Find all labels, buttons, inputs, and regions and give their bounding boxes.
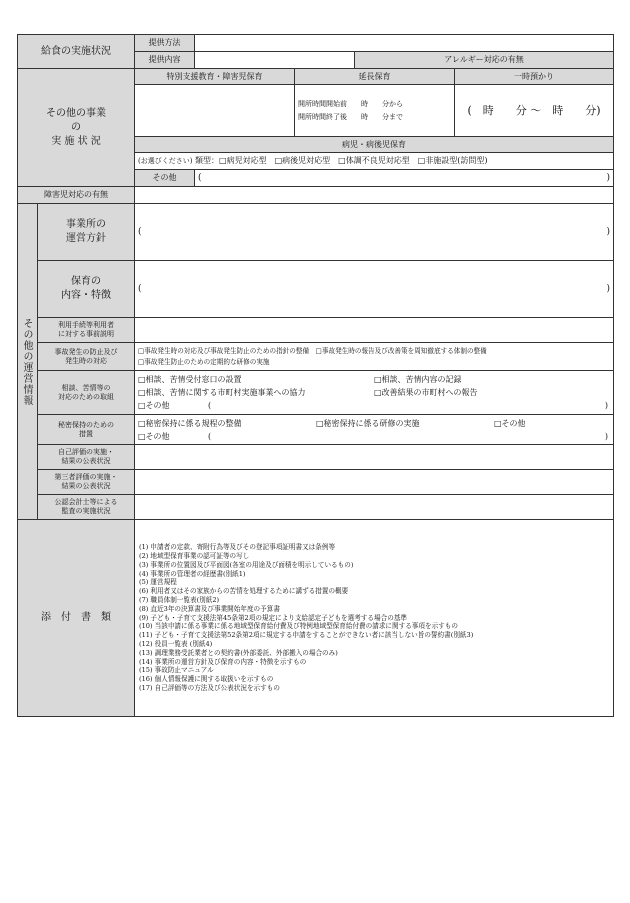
policy-label-line2: 運営方針 xyxy=(66,233,106,244)
other-label-line3: 実 施 状 況 xyxy=(51,135,101,147)
self-eval-line1: 自己評価の実施・ xyxy=(58,448,114,456)
policy-label xyxy=(38,204,135,261)
care-label-line1: 保育の xyxy=(71,276,101,287)
audit-line2: 監査の実施状況 xyxy=(61,507,111,515)
temporary-care-time[interactable]: ( 時 分 ～ 時 分) xyxy=(455,85,614,137)
policy-field[interactable] xyxy=(135,204,614,261)
self-eval-line2: 結果の公表状況 xyxy=(61,457,111,465)
meal-method-field[interactable] xyxy=(195,35,614,52)
special-support-label: 特別支援教育・障害児保育 xyxy=(135,69,295,85)
attachment-item: (16) 個人情報保護に関する取扱いを示すもの xyxy=(139,675,274,684)
secret-label xyxy=(38,415,135,445)
open-paren: ( xyxy=(138,227,142,237)
third-eval-line1: 第三者評価の実施・ xyxy=(54,473,118,481)
contract-label-line2: に対する事前説明 xyxy=(58,330,114,338)
attachment-item: (8) 直近3年の決算書及び事業開始年度の予算書 xyxy=(139,604,280,613)
ops-side-text: その他の運営情報 xyxy=(21,317,32,406)
attachment-item: (13) 調理業務受託業者との契約書(外部委託、外部搬入の場合のみ) xyxy=(139,648,338,657)
close-paren: ) xyxy=(606,173,610,183)
close-paren: ) xyxy=(606,284,610,294)
attachment-item: (12) 役員一覧表 (別紙4) xyxy=(139,639,213,648)
extended-care-label: 延長保育 xyxy=(295,69,455,85)
accident-check-1[interactable]: □事故発生時の対応及び事故発生防止のための指針の整備 xyxy=(138,346,310,355)
audit-field[interactable] xyxy=(135,495,614,520)
policy-label-line1: 事業所の xyxy=(66,219,106,230)
attachment-item: (11) 子ども・子育て支援法第52条第2項に規定する申請をすることができない者に該当しない旨の誓約書(別紙3) xyxy=(139,631,474,640)
sick-child-type: 類型：□病児対応型 □病後児対応型 □体調不良児対応型 □非施設型(訪問型) xyxy=(195,156,488,165)
complaint-label-line1: 相談、苦情等の xyxy=(61,383,111,392)
open-paren: ( xyxy=(208,431,212,441)
temporary-care-label: 一時預かり xyxy=(455,69,614,85)
other-other-label: その他 xyxy=(135,170,195,187)
accident-check-3[interactable]: □事故発生防止のための定期的な研修の実施 xyxy=(138,357,270,366)
application-form xyxy=(17,34,613,717)
care-content-label xyxy=(38,261,135,318)
complaint-check-2[interactable]: □相談、苦情内容の記録 xyxy=(374,375,462,384)
secret-check-2[interactable]: □秘密保持に係る研修の実施 xyxy=(316,418,420,428)
open-paren: ( xyxy=(208,401,212,410)
close-paren: ) xyxy=(604,431,608,441)
sick-child-type-row[interactable] xyxy=(135,153,614,170)
self-eval-field[interactable] xyxy=(135,445,614,470)
attachment-item: (2) 地域型保育事業の認可証等の写し xyxy=(139,552,250,561)
sick-child-label: 病児・病後児保育 xyxy=(135,137,614,153)
accident-label xyxy=(38,343,135,371)
accident-label-line1: 事故発生の防止及び xyxy=(54,347,118,356)
close-paren: ) xyxy=(604,401,608,410)
accident-field[interactable] xyxy=(135,343,614,371)
self-eval-label xyxy=(38,445,135,470)
attachment-item: (15) 事故防止マニュアル xyxy=(139,666,214,675)
disabled-child-label: 障害児対応の有無 xyxy=(18,187,135,204)
meal-method-label: 提供方法 xyxy=(135,35,195,52)
meal-label: 給食の実施状況 xyxy=(18,35,135,69)
open-paren: ( xyxy=(138,284,142,294)
secret-check-1[interactable]: □秘密保持に係る規程の整備 xyxy=(138,418,242,428)
secret-field[interactable] xyxy=(135,415,614,445)
disabled-child-field[interactable] xyxy=(135,187,614,204)
other-label-line2: の xyxy=(71,121,81,133)
complaint-label xyxy=(38,371,135,415)
secret-check-3[interactable]: □その他 xyxy=(494,418,526,428)
attachment-item: (4) 事業所の管理者の経歴書(別紙1) xyxy=(139,569,246,578)
attachment-item: (6) 利用者又はその家族からの苦情を処理するために講ずる措置の概要 xyxy=(139,587,349,596)
audit-line1: 公認会計士等による xyxy=(54,498,118,506)
care-content-field[interactable] xyxy=(135,261,614,318)
allergy-label: アレルギー対応の有無 xyxy=(355,52,614,69)
sick-child-note: (お選びください) xyxy=(138,157,193,165)
accident-label-line2: 発生時の対応 xyxy=(65,356,107,365)
special-support-field[interactable] xyxy=(135,85,295,137)
attachment-item: (5) 運営規程 xyxy=(139,578,177,587)
care-label-line2: 内容・特徴 xyxy=(61,290,111,301)
secret-label-line2: 措置 xyxy=(79,429,93,438)
extended-start: 開所時間開始前 時 分から xyxy=(298,99,403,108)
attachment-item: (17) 自己評価等の方法及び公表状況を示すもの xyxy=(139,683,280,692)
complaint-field[interactable] xyxy=(135,371,614,415)
complaint-label-line2: 対応のための取組 xyxy=(58,392,114,401)
meal-content-label: 提供内容 xyxy=(135,52,195,69)
complaint-check-3[interactable]: □相談、苦情に関する市町村実施事業への協力 xyxy=(138,388,306,397)
third-eval-field[interactable] xyxy=(135,470,614,495)
other-business-label xyxy=(18,69,135,187)
close-paren: ) xyxy=(606,227,610,237)
attachment-item: (14) 事業所の運営方針及び保育の内容・特徴を示すもの xyxy=(139,657,307,666)
contract-field[interactable] xyxy=(135,318,614,343)
complaint-check-4[interactable]: □改善結果の市町村への報告 xyxy=(374,388,478,397)
accident-check-2[interactable]: □事故発生時の報告及び改善策を周知徹底する体制の整備 xyxy=(315,346,487,355)
open-paren: ( xyxy=(198,173,202,183)
contract-label xyxy=(38,318,135,343)
attachment-item: (3) 事業所の位置図及び平面図(各室の用途及び面積を明示しているもの) xyxy=(139,560,354,569)
attachment-item: (7) 職員体制一覧表(別紙2) xyxy=(139,596,220,604)
contract-label-line1: 利用手続等利用者 xyxy=(58,321,114,329)
attachment-item: (10) 当該申請に係る事業に係る地域型保育給付費及び特例地域型保育給付費の請求に関する事項を示すもの xyxy=(139,622,458,631)
extended-end: 開所時間終了後 時 分まで xyxy=(298,112,403,121)
attachment-item: (1) 申請者の定款、寄附行為等及びその登記事項証明書又は条例等 xyxy=(139,543,336,552)
extended-care-times[interactable] xyxy=(295,85,455,137)
form-table xyxy=(17,34,614,717)
other-label-line1: その他の事業 xyxy=(46,107,106,119)
other-other-field[interactable] xyxy=(195,170,614,187)
ops-side-label xyxy=(18,204,38,520)
attachments-list xyxy=(135,520,614,717)
third-eval-line2: 結果の公表状況 xyxy=(61,482,111,490)
complaint-check-5[interactable]: □その他 xyxy=(138,401,170,410)
complaint-check-1[interactable]: □相談、苦情受付窓口の設置 xyxy=(138,375,242,384)
audit-label xyxy=(38,495,135,520)
attachment-item: (9) 子ども・子育て支援法第45条第2項の規定により支給認定子どもを選考する場合の基準 xyxy=(139,613,407,622)
attachments-label: 添 付 書 類 xyxy=(18,520,135,717)
third-eval-label xyxy=(38,470,135,495)
meal-content-field[interactable] xyxy=(195,52,355,69)
secret-check-4[interactable]: □その他 xyxy=(138,431,170,441)
secret-label-line1: 秘密保持のための xyxy=(58,420,114,429)
